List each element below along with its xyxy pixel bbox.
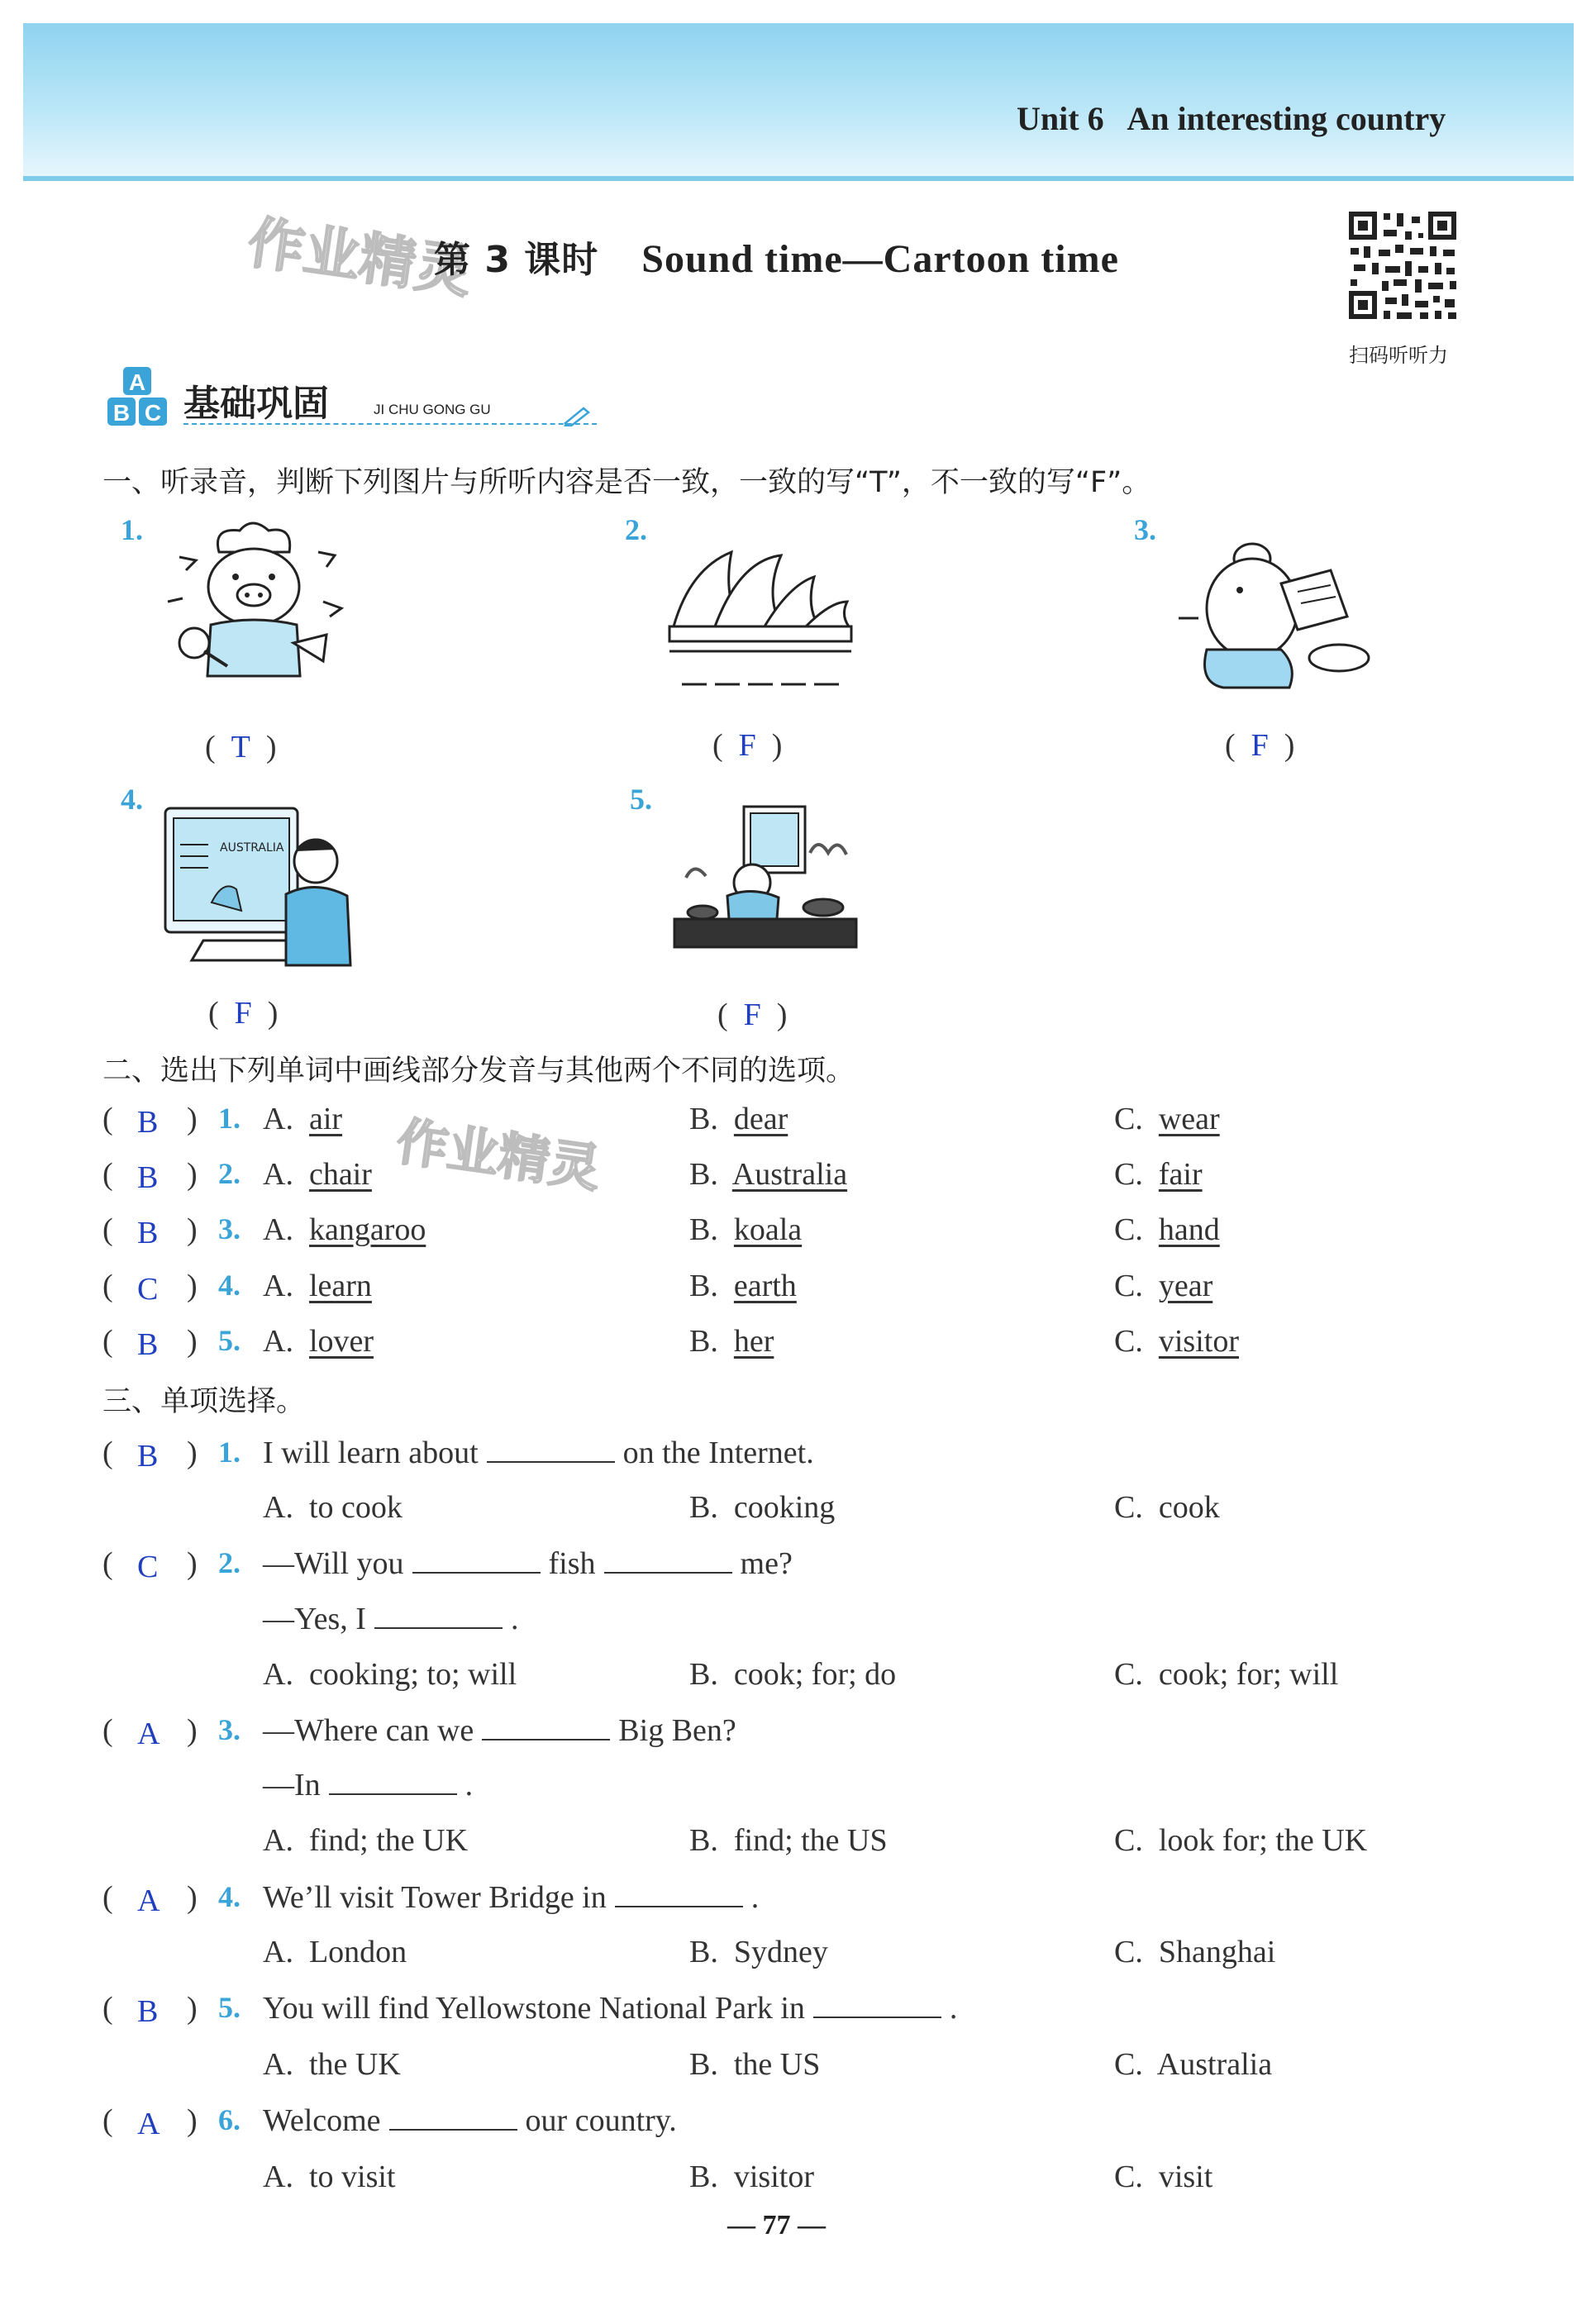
option-a: cooking; to; will xyxy=(308,1657,517,1692)
unit-number: Unit 6 xyxy=(1017,100,1104,137)
option-label: C. xyxy=(1114,1324,1143,1359)
svg-text:C: C xyxy=(144,400,162,426)
option-a: to cook xyxy=(308,1490,403,1525)
reading-pig-picture xyxy=(1174,526,1372,694)
option-label: B. xyxy=(689,1212,718,1247)
p3-q5-stem: ( B ) 5. You will find Yellowstone National Park in . xyxy=(102,1991,958,2029)
option-label: B. xyxy=(689,1269,718,1303)
option-label: A. xyxy=(263,1102,293,1136)
answer-blank[interactable] xyxy=(374,1626,503,1629)
question-number: 4. xyxy=(218,1880,241,1913)
option-label: A. xyxy=(263,1823,293,1858)
stem-text: . xyxy=(465,1768,474,1802)
option-b: koala xyxy=(733,1212,803,1247)
option-c: hand xyxy=(1158,1212,1220,1247)
stem-text: on the Internet. xyxy=(622,1436,814,1470)
option-c: visitor xyxy=(1158,1324,1239,1359)
p1-answer-3: ( F ) xyxy=(1225,728,1295,763)
p3-q1-stem: ( B ) 1. I will learn about on the Internet. xyxy=(102,1436,814,1474)
answer: B xyxy=(137,1994,159,2029)
p2-row-1: ( B ) 1. A. air B. dear C. wear xyxy=(102,1102,1220,1140)
answer: B xyxy=(137,1160,159,1195)
qr-code-icon xyxy=(1346,208,1460,322)
kitchen-cook-picture xyxy=(669,803,861,954)
option-label: B. xyxy=(689,1157,718,1192)
option-a: lover xyxy=(308,1324,374,1359)
option-label: A. xyxy=(263,1269,293,1303)
option-c: wear xyxy=(1158,1102,1220,1136)
stem-text: . xyxy=(750,1880,760,1915)
answer: B xyxy=(137,1439,159,1474)
option-c: look for; the UK xyxy=(1158,1823,1368,1858)
option-label: C. xyxy=(1114,1657,1143,1692)
option-c: fair xyxy=(1158,1157,1203,1192)
option-a: learn xyxy=(308,1269,372,1303)
question-number: 3. xyxy=(218,1212,241,1245)
stem-text: Big Ben? xyxy=(618,1713,736,1748)
answer: B xyxy=(137,1105,159,1140)
qr-caption: 扫码听听力 xyxy=(1349,344,1448,367)
unit-title: An interesting country xyxy=(1127,100,1446,137)
answer: B xyxy=(137,1216,159,1250)
p3-q6-options xyxy=(102,2159,1557,2202)
option-label: A. xyxy=(263,1935,293,1969)
p1-num-5: 5. xyxy=(630,783,652,816)
p2-row-4: ( C ) 4. A. learn B. earth C. year xyxy=(102,1269,1213,1307)
p1-num-2: 2. xyxy=(625,513,647,546)
p3-q4-stem: ( A ) 4. We’ll visit Tower Bridge in . xyxy=(102,1880,760,1918)
p1-answer-2: ( F ) xyxy=(712,728,783,763)
option-label: B. xyxy=(689,1490,718,1525)
answer-blank[interactable] xyxy=(329,1793,457,1795)
chef-pig-picture xyxy=(161,519,351,696)
part1-instruction: 一、听录音，判断下列图片与所听内容是否一致，一致的写“T”，不一致的写“F”。 xyxy=(102,466,1151,499)
page-number: — 77 — xyxy=(727,2210,826,2240)
option-label: C. xyxy=(1114,1935,1143,1969)
option-label: C. xyxy=(1114,1269,1143,1303)
computer-boy-picture xyxy=(162,803,354,972)
option-b: dear xyxy=(733,1102,788,1136)
stem-text: —Where can we xyxy=(263,1713,474,1748)
stem-text: fish xyxy=(548,1546,596,1581)
part3-instruction: 三、单项选择。 xyxy=(102,1385,306,1418)
stem-text: —In xyxy=(263,1768,321,1802)
p3-q4-options xyxy=(102,1934,1557,1977)
option-b: find; the US xyxy=(733,1823,888,1858)
option-c: Australia xyxy=(1156,2047,1273,2082)
opera-house-picture xyxy=(665,536,855,696)
pencil-icon xyxy=(562,405,595,430)
answer: F xyxy=(1251,728,1269,763)
section-underline xyxy=(183,423,597,425)
option-a: the UK xyxy=(308,2047,401,2082)
p3-q2-stem: ( C ) 2. —Will you fish me? xyxy=(102,1546,793,1584)
option-c: year xyxy=(1158,1269,1213,1303)
option-label: A. xyxy=(263,1657,293,1692)
answer-blank[interactable] xyxy=(615,1905,743,1907)
answer: B xyxy=(137,1327,159,1362)
answer-blank[interactable] xyxy=(487,1460,615,1463)
answer: F xyxy=(234,996,252,1031)
answer-blank[interactable] xyxy=(412,1571,541,1574)
p3-q5-options xyxy=(102,2046,1557,2089)
svg-text:A: A xyxy=(128,369,146,395)
option-label: A. xyxy=(263,1157,293,1192)
question-number: 2. xyxy=(218,1546,241,1579)
lesson-title xyxy=(434,230,1119,283)
option-label: C. xyxy=(1114,1490,1143,1525)
option-label: A. xyxy=(263,2047,293,2082)
p2-row-5: ( B ) 5. A. lover B. her C. visitor xyxy=(102,1324,1239,1362)
option-label: B. xyxy=(689,1657,718,1692)
option-label: C. xyxy=(1114,2047,1143,2082)
option-b: earth xyxy=(733,1269,797,1303)
option-a: London xyxy=(308,1935,407,1969)
option-b: visitor xyxy=(733,2159,814,2194)
option-a: to visit xyxy=(308,2159,396,2194)
p1-answer-5: ( F ) xyxy=(717,998,788,1032)
option-label: B. xyxy=(689,2047,718,2082)
option-label: A. xyxy=(263,1212,293,1247)
p3-q2-options xyxy=(102,1656,1557,1699)
option-b: the US xyxy=(733,2047,821,2082)
stem-text: You will find Yellowstone National Park in xyxy=(263,1991,805,2026)
p2-row-3: ( B ) 3. A. kangaroo B. koala C. hand xyxy=(102,1212,1220,1250)
watermark-logo: 作业精灵 xyxy=(243,210,476,307)
p3-q6-stem: ( A ) 6. Welcome our country. xyxy=(102,2103,677,2141)
question-number: 1. xyxy=(218,1436,241,1469)
p1-answer-4: ( F ) xyxy=(208,996,279,1031)
p3-q3-options xyxy=(102,1822,1557,1865)
option-b: cook; for; do xyxy=(733,1657,897,1692)
abc-icon xyxy=(106,365,170,430)
option-label: C. xyxy=(1114,1157,1143,1192)
answer-blank[interactable] xyxy=(813,2016,941,2018)
answer-blank[interactable] xyxy=(482,1738,610,1740)
p3-q3-stem: ( A ) 3. —Where can we Big Ben? xyxy=(102,1713,736,1751)
option-b: her xyxy=(733,1324,774,1359)
lesson-label: 第 3 课时 xyxy=(434,239,599,281)
option-b: cooking xyxy=(733,1490,836,1525)
answer-blank[interactable] xyxy=(604,1571,732,1574)
option-c: cook; for; will xyxy=(1158,1657,1339,1692)
answer: A xyxy=(137,1883,160,1918)
option-label: C. xyxy=(1114,1212,1143,1247)
stem-text: —Will you xyxy=(263,1546,404,1581)
stem-text: I will learn about xyxy=(263,1436,479,1470)
option-a: air xyxy=(308,1102,343,1136)
question-number: 5. xyxy=(218,1991,241,2024)
svg-text:B: B xyxy=(112,400,131,426)
question-number: 6. xyxy=(218,2103,241,2136)
option-c: Shanghai xyxy=(1158,1935,1276,1969)
option-a: chair xyxy=(308,1157,372,1192)
p1-num-4: 4. xyxy=(121,783,143,816)
question-number: 2. xyxy=(218,1157,241,1190)
p2-row-2: ( B ) 2. A. chair B. Australia C. fair xyxy=(102,1157,1203,1195)
answer: C xyxy=(137,1272,159,1307)
part2-instruction: 二、选出下列单词中画线部分发音与其他两个不同的选项。 xyxy=(102,1055,855,1088)
question-number: 1. xyxy=(218,1102,241,1135)
option-label: C. xyxy=(1114,1102,1143,1136)
stem-text: We’ll visit Tower Bridge in xyxy=(263,1880,607,1915)
unit-label xyxy=(1017,99,1446,138)
answer: A xyxy=(137,2107,160,2141)
p1-answer-1: ( T ) xyxy=(205,730,277,764)
section-subtitle: JI CHU GONG GU xyxy=(374,402,491,417)
option-label: B. xyxy=(689,2159,718,2194)
p1-num-1: 1. xyxy=(121,513,143,546)
lesson-subtitle: Sound time—Cartoon time xyxy=(641,237,1119,281)
p3-q2-reply xyxy=(102,1601,1557,1644)
option-label: B. xyxy=(689,1102,718,1136)
option-label: C. xyxy=(1114,1823,1143,1858)
qr-code[interactable] xyxy=(1346,208,1460,326)
answer: F xyxy=(738,728,756,763)
answer: C xyxy=(137,1550,159,1584)
option-c: visit xyxy=(1158,2159,1213,2194)
section-title: 基础巩固 xyxy=(183,383,329,425)
option-label: A. xyxy=(263,1324,293,1359)
option-a: kangaroo xyxy=(308,1212,426,1247)
question-number: 4. xyxy=(218,1269,241,1302)
stem-text: Welcome xyxy=(263,2103,381,2138)
option-label: A. xyxy=(263,2159,293,2194)
svg-text:AUSTRALIA: AUSTRALIA xyxy=(220,841,284,855)
p3-q1-options xyxy=(102,1489,1557,1532)
stem-text: me? xyxy=(740,1546,793,1581)
option-b: Sydney xyxy=(733,1935,828,1969)
stem-text: . xyxy=(510,1602,519,1636)
option-b: Australia xyxy=(731,1157,848,1192)
question-number: 3. xyxy=(218,1713,241,1746)
stem-text: our country. xyxy=(525,2103,677,2138)
option-a: find; the UK xyxy=(308,1823,469,1858)
question-number: 5. xyxy=(218,1324,241,1357)
stem-text: —Yes, I xyxy=(263,1602,366,1636)
answer: A xyxy=(137,1717,160,1751)
answer-blank[interactable] xyxy=(389,2128,517,2131)
option-label: A. xyxy=(263,1490,293,1525)
p3-q3-reply xyxy=(102,1767,1557,1810)
watermark-logo: 作业精灵 xyxy=(393,1111,605,1199)
option-label: C. xyxy=(1114,2159,1143,2194)
option-c: cook xyxy=(1158,1490,1220,1525)
option-label: B. xyxy=(689,1935,718,1969)
answer: T xyxy=(231,730,250,764)
option-label: B. xyxy=(689,1324,718,1359)
p1-num-3: 3. xyxy=(1134,513,1156,546)
answer: F xyxy=(743,998,761,1032)
option-label: B. xyxy=(689,1823,718,1858)
stem-text: . xyxy=(949,1991,958,2026)
